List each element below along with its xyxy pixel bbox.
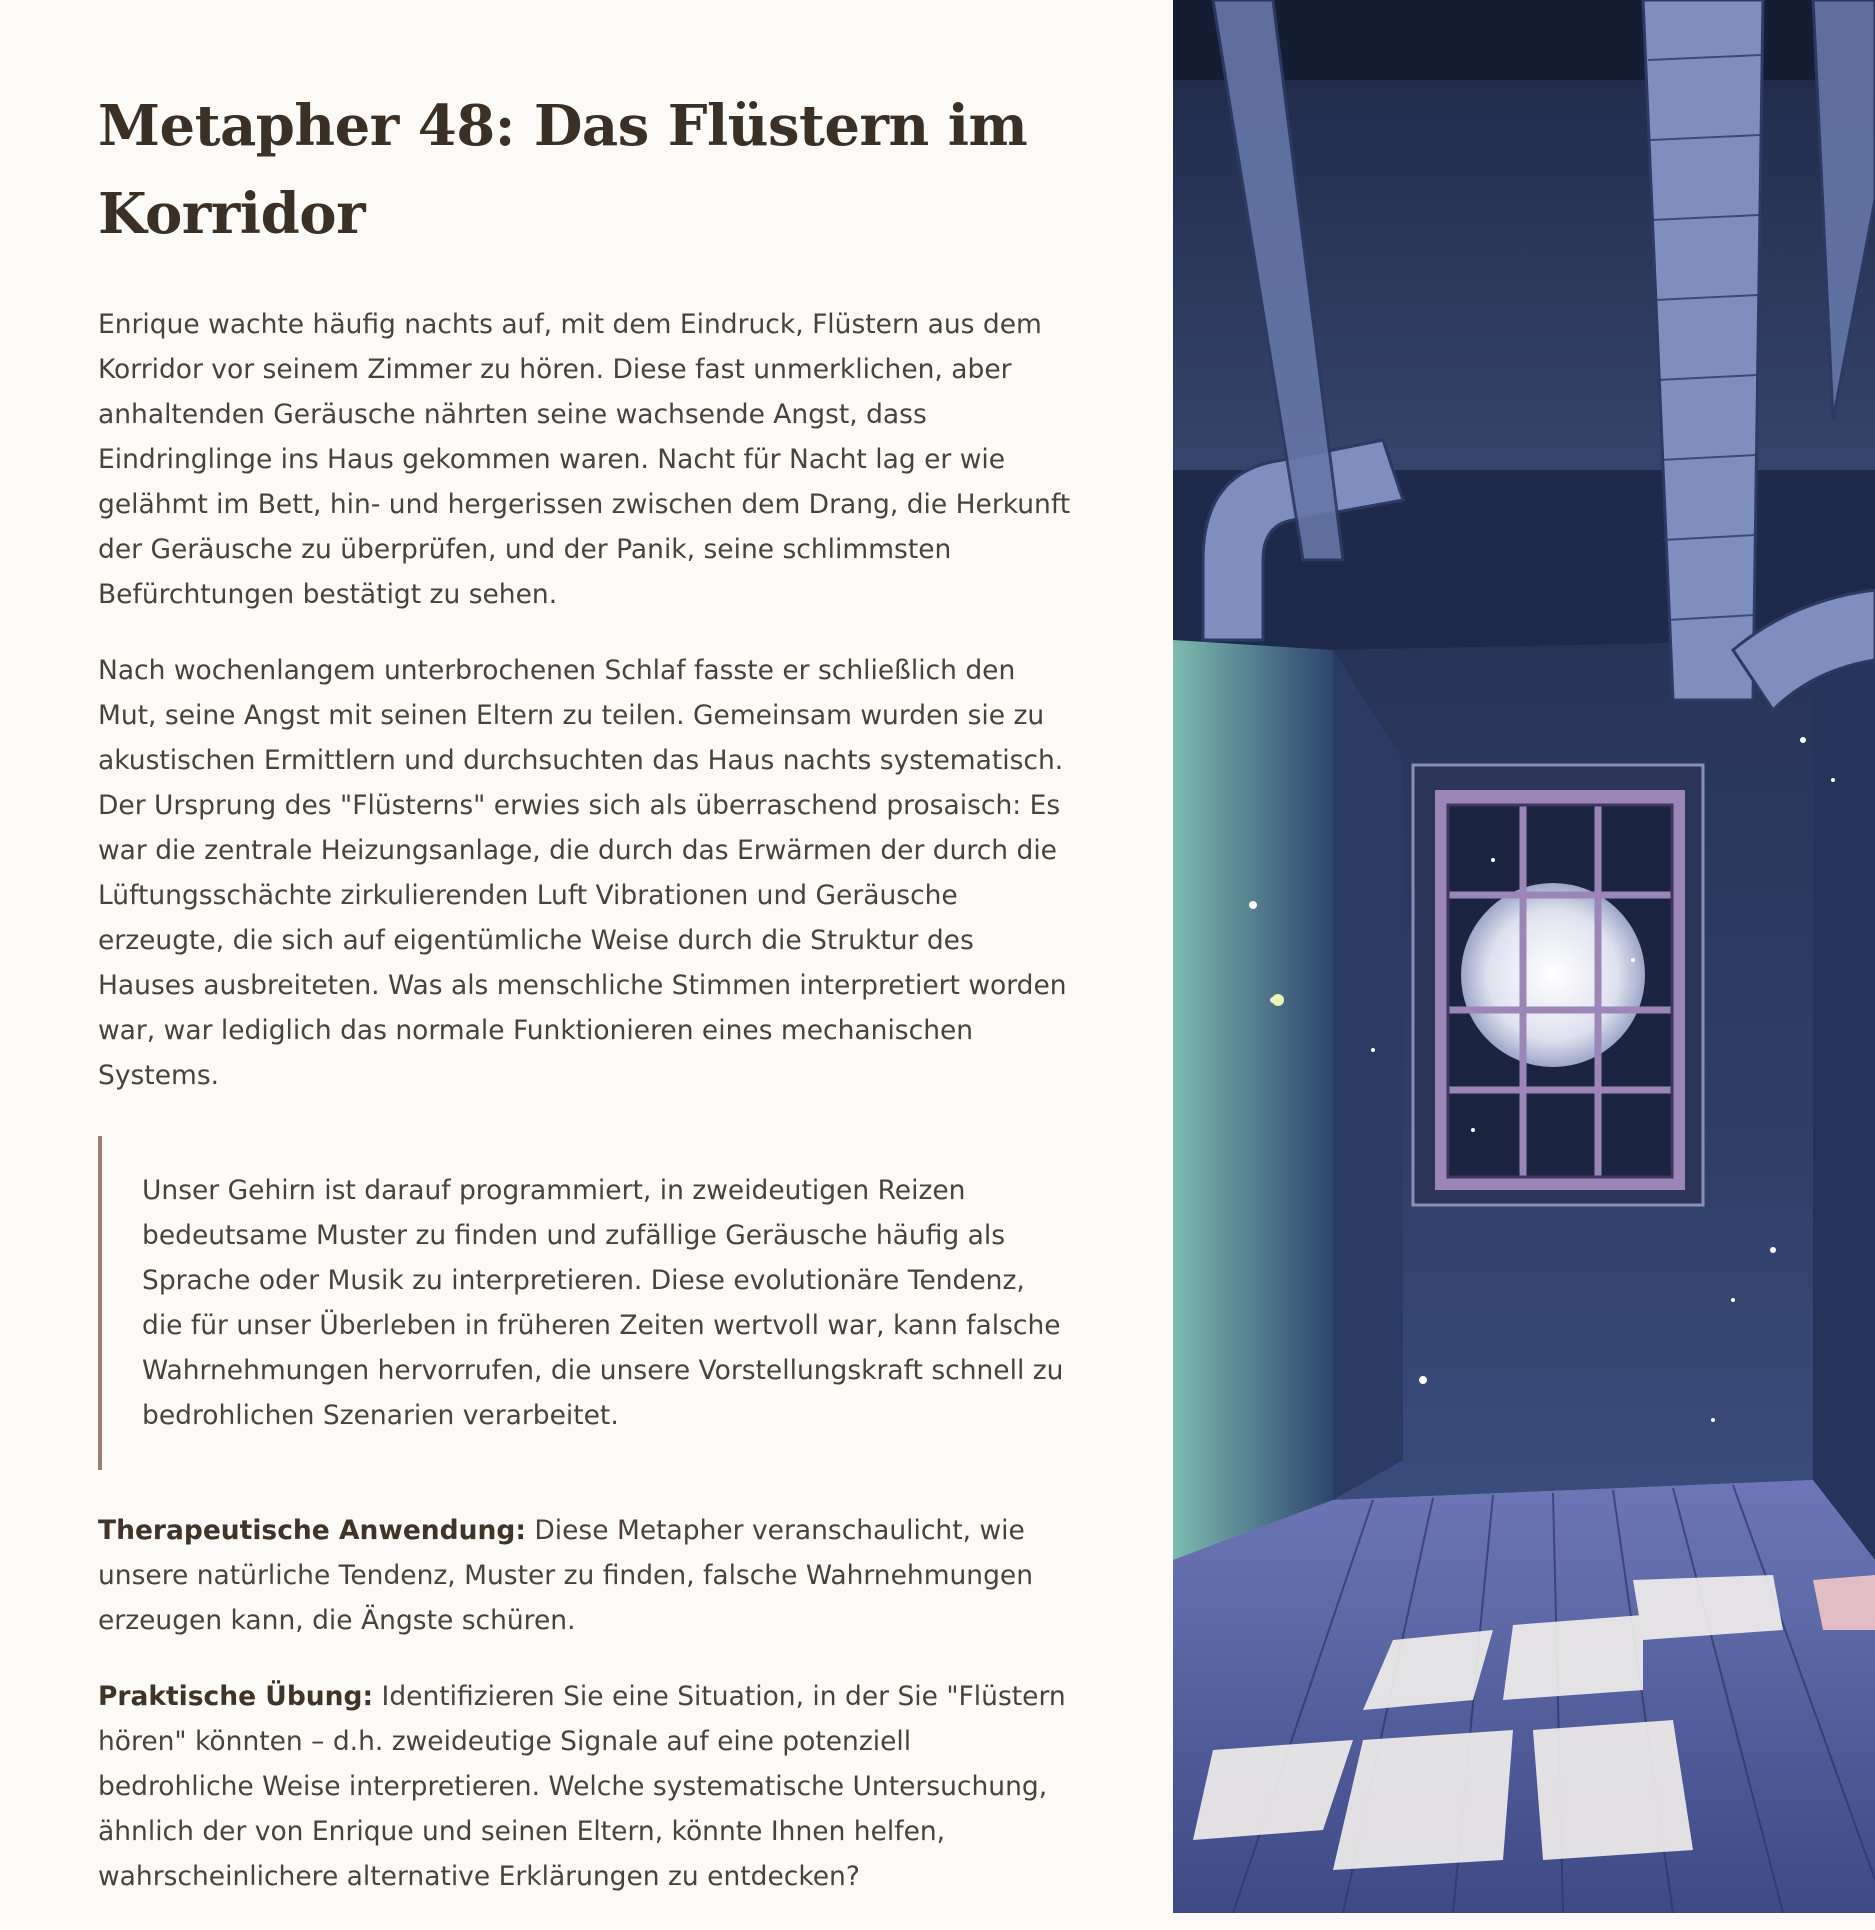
application-text: Diese Metapher veranschaulicht, wie unsere natürliche Tendenz, Muster zu finden, falsche Wahrnehmungen erzeugen kann, die Ängste schüren. xyxy=(98,1515,1034,1636)
blockquote xyxy=(98,1136,1073,1470)
article xyxy=(98,82,1073,1930)
exercise-text: Identifizieren Sie eine Situation, in der Sie "Flüstern hören" könnten – d.h. zweideutige Signale auf eine potenziell bedrohliche Weise interpretieren. Welche systematische Untersuchung, ähnlich der von Enrique und seinen Eltern, könnte Ihnen helfen, wahrscheinlichere alternative Erklärungen zu entdecken? xyxy=(98,1681,1066,1892)
page-title: Metapher 48: Das Flüstern im Korridor xyxy=(98,93,1028,247)
exercise-label: Praktische Übung: xyxy=(98,1681,374,1712)
night-corridor-illustration xyxy=(1173,0,1875,1913)
quote-text: Unser Gehirn ist darauf programmiert, in zweideutigen Reizen bedeutsame Muster zu finden und zufällige Geräusche häufig als Sprache oder Musik zu interpretieren. Diese evolutionäre Tendenz, die für unser Überleben in früheren Zeiten wertvoll war, kann falsche Wahrnehmungen hervorrufen, die unsere Vorstellungskraft schnell zu bedrohlichen Szenarien verarbeitet. xyxy=(142,1175,1064,1431)
application-paragraph xyxy=(98,1508,1073,1643)
paragraph-2: Nach wochenlangem unterbrochenen Schlaf fasste er schließlich den Mut, seine Angst mit seinen Eltern zu teilen. Gemeinsam wurden sie zu akustischen Ermittlern und durchsuchten das Haus nachts systematisch. Der Ursprung des "Flüsterns" erwies sich als überraschend prosaisch: Es war die zentrale Heizungsanlage, die durch das Erwärmen der durch die Lüftungsschächte zirkulierenden Luft Vibrationen und Geräusche erzeugte, die sich auf eigentümliche Weise durch die Struktur des Hauses ausbreiteten. Was als menschliche Stimmen interpretiert worden war, war lediglich das normale Funktionieren eines mechanischen Systems. xyxy=(98,655,1067,1091)
exercise-paragraph xyxy=(98,1674,1073,1899)
application-label: Therapeutische Anwendung: xyxy=(98,1515,526,1546)
paragraph-1: Enrique wachte häufig nachts auf, mit dem Eindruck, Flüstern aus dem Korridor vor seinem Zimmer zu hören. Diese fast unmerklichen, aber anhaltenden Geräusche nährten seine wachsende Angst, dass Eindringlinge ins Haus gekommen waren. Nacht für Nacht lag er wie gelähmt im Bett, hin- und hergerissen zwischen dem Drang, die Herkunft der Geräusche zu überprüfen, und der Panik, seine schlimmsten Befürchtungen bestätigt zu sehen. xyxy=(98,309,1071,610)
